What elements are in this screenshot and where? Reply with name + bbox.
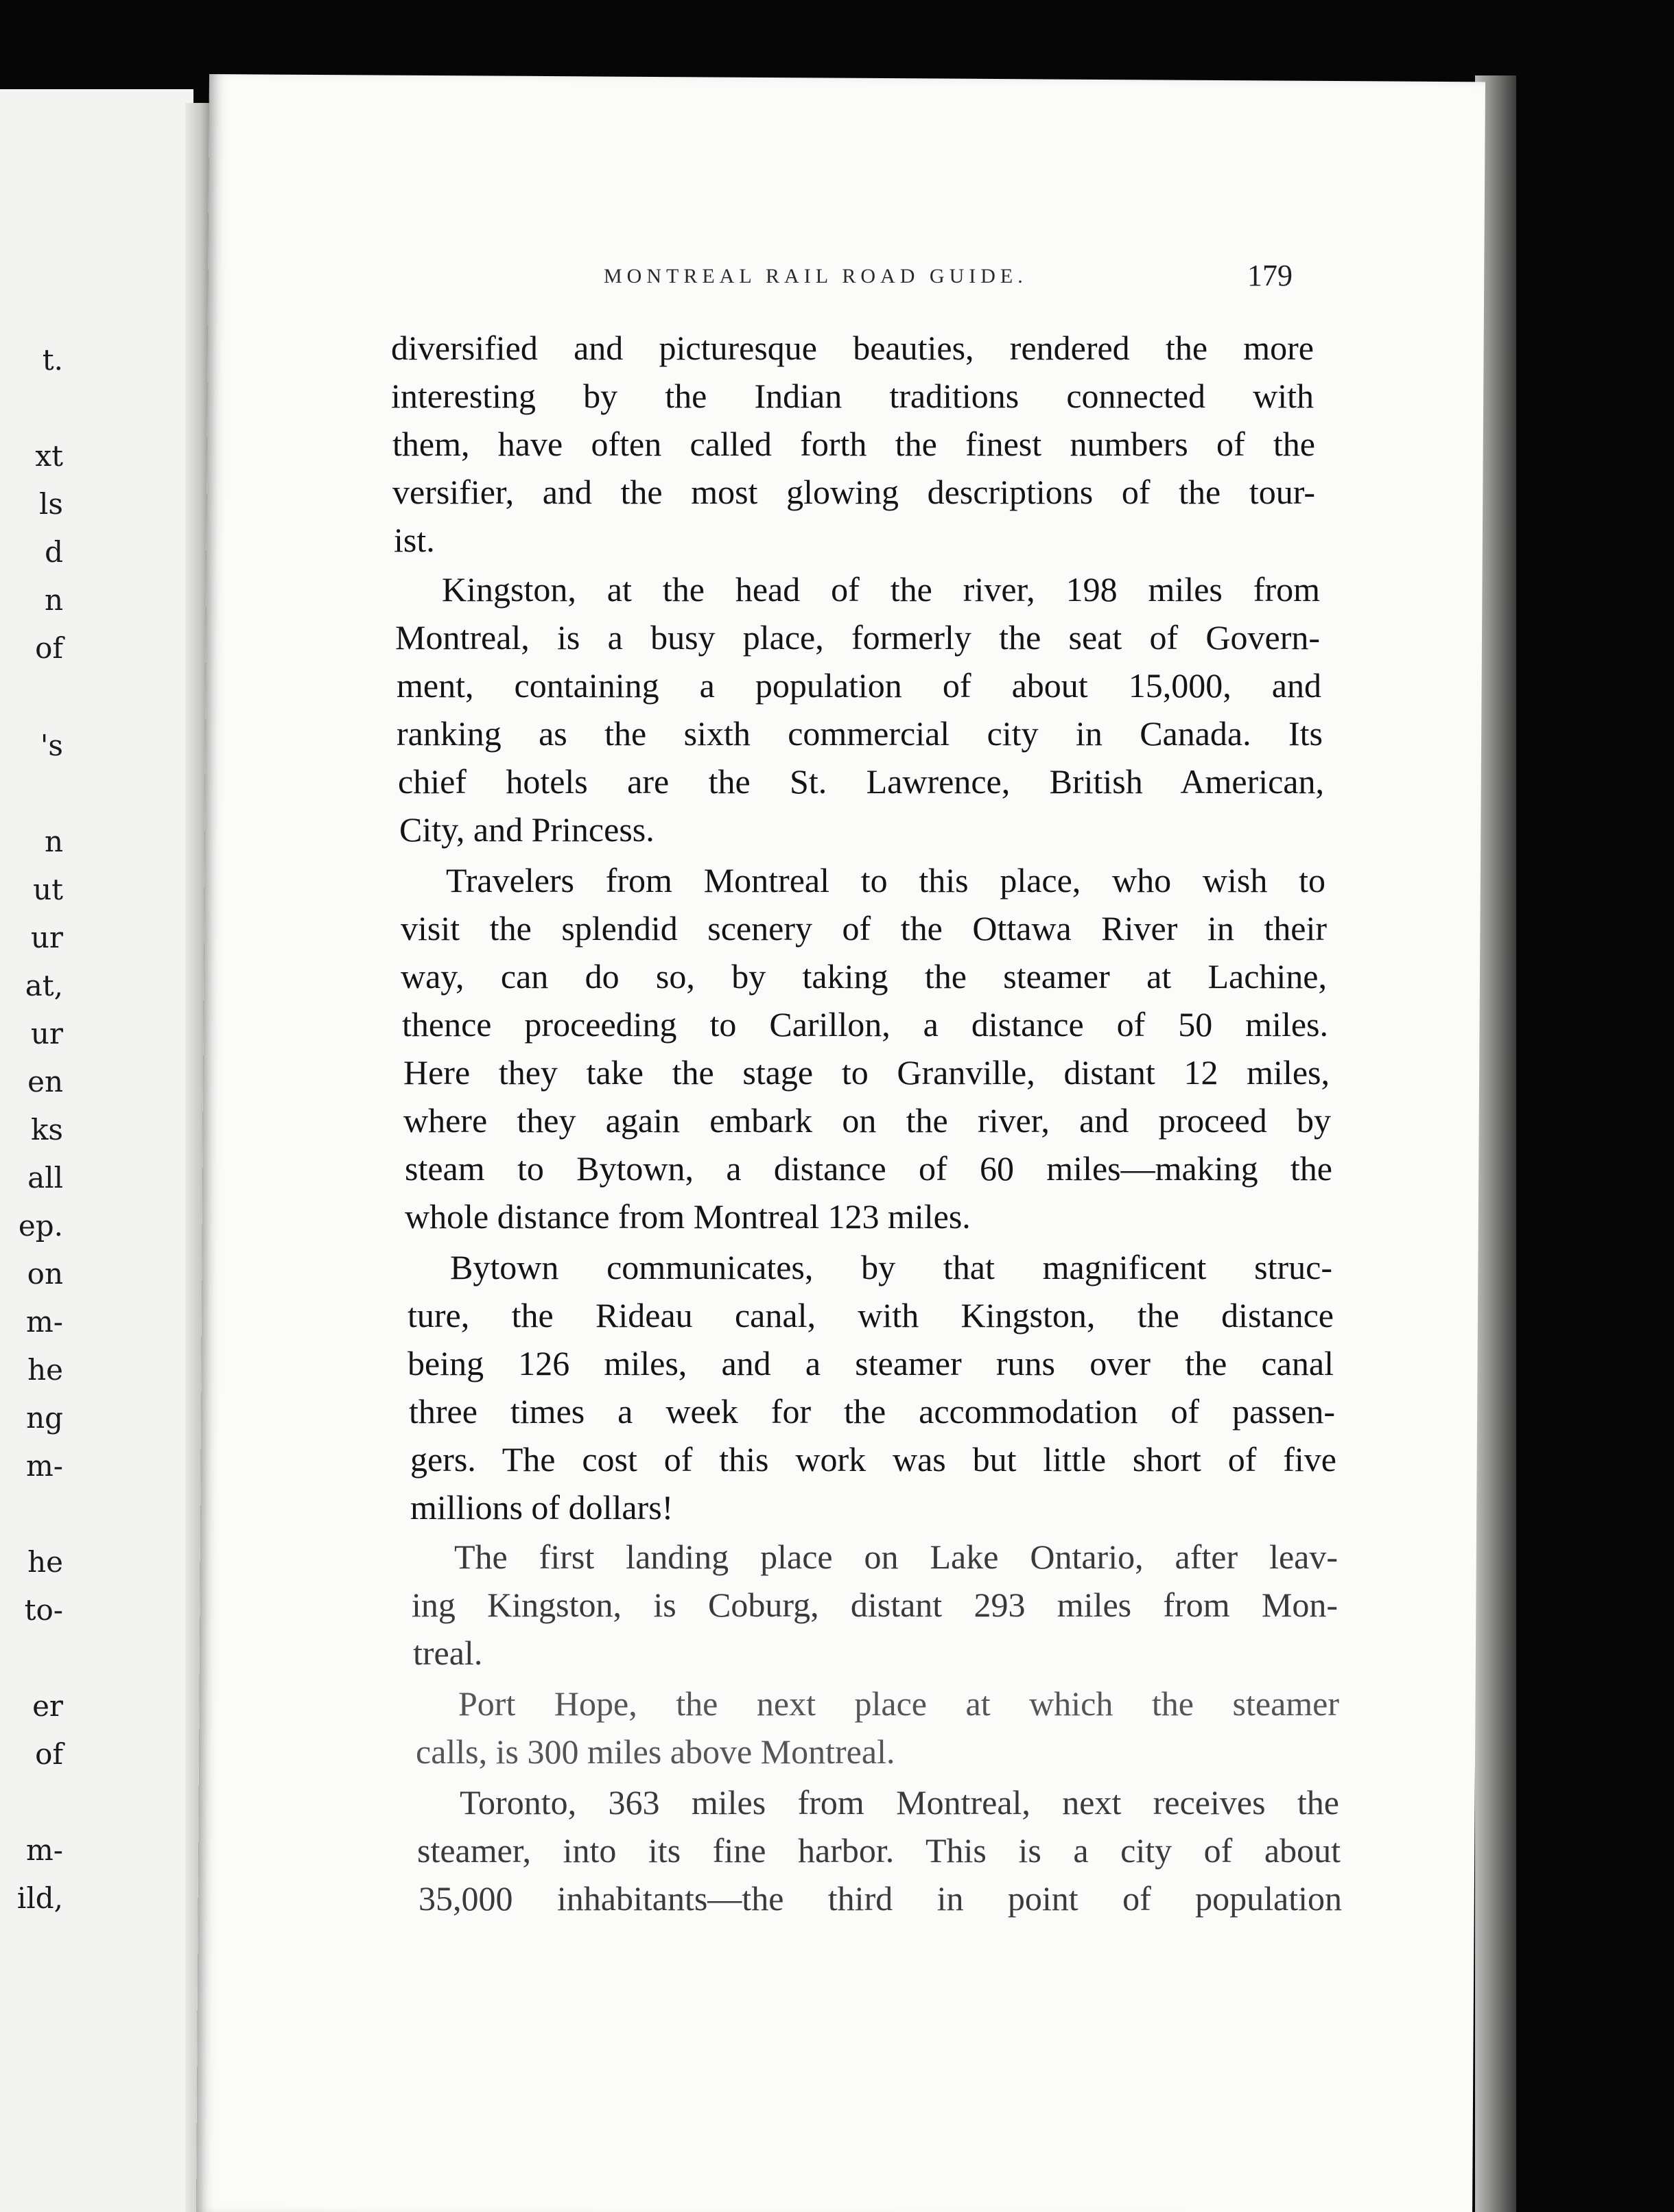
left-page-fragment: ks [30,1113,63,1146]
text-line: three times a week for the accommodation of passen- [409,1392,1335,1431]
left-page-fragment: er [32,1689,63,1723]
text-line: steamer, into its fine harbor. This is a city of about [417,1831,1341,1870]
left-page-fragment: m- [25,1305,63,1339]
text-line: millions of dollars! [410,1488,674,1527]
left-page-fragment: all [27,1161,63,1195]
left-page-fragment: ut [33,873,63,906]
text-line: steam to Bytown, a distance of 60 miles—making the [405,1149,1332,1188]
text-line: visit the splendid scenery of the Ottawa River in their [401,909,1327,948]
text-line: Port Hope, the next place at which the steamer [458,1684,1339,1723]
text-line: City, and Princess. [399,810,655,849]
text-line: ture, the Rideau canal, with Kingston, the distance [408,1296,1334,1334]
text-line: Toronto, 363 miles from Montreal, next receives the [460,1783,1339,1822]
left-page-fragment: n [44,583,63,617]
left-page [0,89,193,2212]
left-page-fragment: ng [26,1401,63,1435]
left-page-fragment: to- [24,1593,63,1627]
text-line: ment, containing a population of about 15,000, and [397,666,1321,705]
left-page-fragment: 's [40,729,63,762]
left-page-fragment: he [27,1353,63,1387]
left-page-fragment: en [27,1065,63,1098]
left-page-fragment: m- [25,1449,63,1483]
text-line: them, have often called forth the finest numbers of the [392,425,1315,463]
left-page-fragment: m- [25,1833,63,1867]
text-line: ranking as the sixth commercial city in Canada. Its [397,714,1323,753]
text-line: 35,000 inhabitants—the third in point of population [418,1879,1342,1918]
text-line: ist. [394,521,435,559]
left-page-fragment: he [27,1545,63,1579]
text-line: versifier, and the most glowing descriptions of the tour- [392,473,1315,511]
text-line: chief hotels are the St. Lawrence, British American, [398,762,1324,801]
text-line: gers. The cost of this work was but little short of five [410,1440,1336,1479]
left-page-fragment: at, [25,969,63,1002]
text-line: Kingston, at the head of the river, 198 miles from [442,570,1320,609]
left-page-fragment: ur [30,1017,63,1050]
text-line: way, can do so, by taking the steamer at Lachine, [401,957,1327,996]
text-line: interesting by the Indian traditions connected with [391,377,1314,415]
text-line: Here they take the stage to Granville, distant 12 miles, [403,1053,1330,1092]
text-line: whole distance from Montreal 123 miles. [405,1197,971,1236]
left-page-fragment: ild, [16,1881,63,1915]
text-line: treal. [413,1634,483,1672]
left-page-fragment: d [45,535,63,569]
left-page-fragment: of [35,1737,63,1771]
text-line: ing Kingston, is Coburg, distant 293 miles from Mon- [412,1586,1338,1624]
text-line: diversified and picturesque beauties, rendered the more [391,329,1314,367]
left-page-fragment: t. [42,343,63,377]
left-page-fragment: ls [39,487,63,521]
running-head: MONTREAL RAIL ROAD GUIDE. [604,265,1028,287]
left-page-fragment: ep. [18,1209,63,1243]
text-line: Travelers from Montreal to this place, who wish to [446,861,1325,899]
text-line: where they again embark on the river, and proceed by [403,1101,1331,1140]
text-line: Montreal, is a busy place, formerly the seat of Govern- [395,618,1320,657]
text-line: Bytown communicates, by that magnificent struc- [450,1248,1332,1286]
left-page-fragment: ur [30,921,63,954]
text-line: being 126 miles, and a steamer runs over the canal [408,1344,1334,1382]
text-line: thence proceeding to Carillon, a distance of 50 miles. [402,1005,1328,1044]
text-line: calls, is 300 miles above Montreal. [416,1732,895,1771]
text-line: The first landing place on Lake Ontario, after leav- [454,1538,1338,1576]
left-page-fragment: of [35,631,63,665]
left-page-fragment: xt [35,439,63,473]
left-page-fragment: n [44,825,63,858]
page-number: 179 [1247,259,1293,292]
left-page-fragment: on [27,1257,63,1291]
